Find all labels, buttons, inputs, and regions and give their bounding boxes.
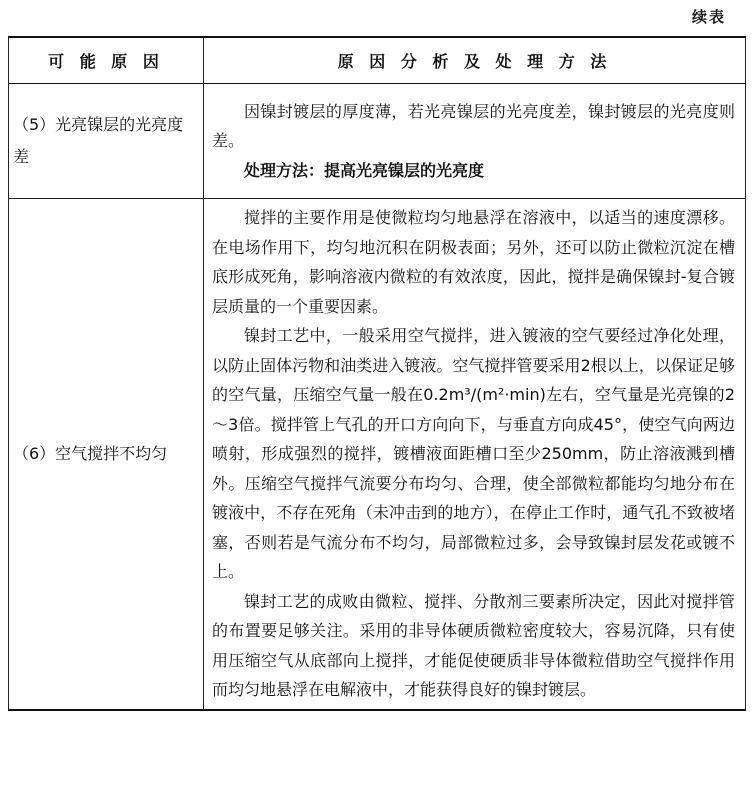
cause-analysis-table [8, 36, 746, 711]
analysis-paragraph: 因镍封镀层的厚度薄，若光亮镍层的光亮度差，镍封镀层的光亮度则差。 [212, 101, 735, 151]
column-header-cause: 可 能 原 因 [9, 37, 204, 84]
analysis-paragraph: 搅拌的主要作用是使微粒均匀地悬浮在溶液中，以适当的速度漂移。在电场作用下，均匀地沉积在阴极表面；另外，还可以防止微粒沉淀在槽底形成死角，影响溶液内微粒的有效浓度，因此，搅拌是确保镍封-复合镀层质量的一个重要因素。 [212, 208, 735, 316]
analysis-cell [204, 84, 746, 199]
analysis-paragraph: 镍封工艺中，一般采用空气搅拌，进入镀液的空气要经过净化处理，以防止固体污物和油类进入镀液。空气搅拌管要采用2根以上，以保证足够的空气量，压缩空气量一般在0.2m³/(m²·min)左右，空气量是光亮镍的2～3倍。搅拌管上气孔的开口方向向下，与垂直方向成45°，使空气向两边喷射，形成强烈的搅拌，镀槽液面距槽口至少250mm，防止溶液溅到槽外。压缩空气搅拌气流要分布均匀、合理，使全部微粒都能均匀地分布在镀液中，不存在死角（未冲击到的地方），在停止工作时，通气孔不致被堵塞，否则若是气流分布不均匀，局部微粒过多，会导致镍封层发花或镀不上。 [212, 326, 735, 581]
column-header-analysis: 原 因 分 析 及 处 理 方 法 [204, 37, 746, 84]
analysis-paragraph: 镍封工艺的成败由微粒、搅拌、分散剂三要素所决定，因此对搅拌管的布置要足够关注。采用的非导体硬质微粒密度较大，容易沉降，只有使用压缩空气从底部向上搅拌，才能促使硬质非导体微粒借助空气搅拌作用而均匀地悬浮在电解液中，才能获得良好的镍封镀层。 [212, 591, 735, 699]
treatment-method: 处理方法：提高光亮镍层的光亮度 [244, 160, 485, 180]
analysis-cell [204, 199, 746, 710]
cause-cell: （5）光亮镍层的光亮度差 [9, 84, 204, 199]
table-row [9, 84, 746, 199]
cause-cell: （6）空气搅拌不均匀 [9, 199, 204, 710]
continuation-label: 续表 [691, 8, 726, 26]
table-header-row [9, 37, 746, 84]
table-row [9, 199, 746, 710]
